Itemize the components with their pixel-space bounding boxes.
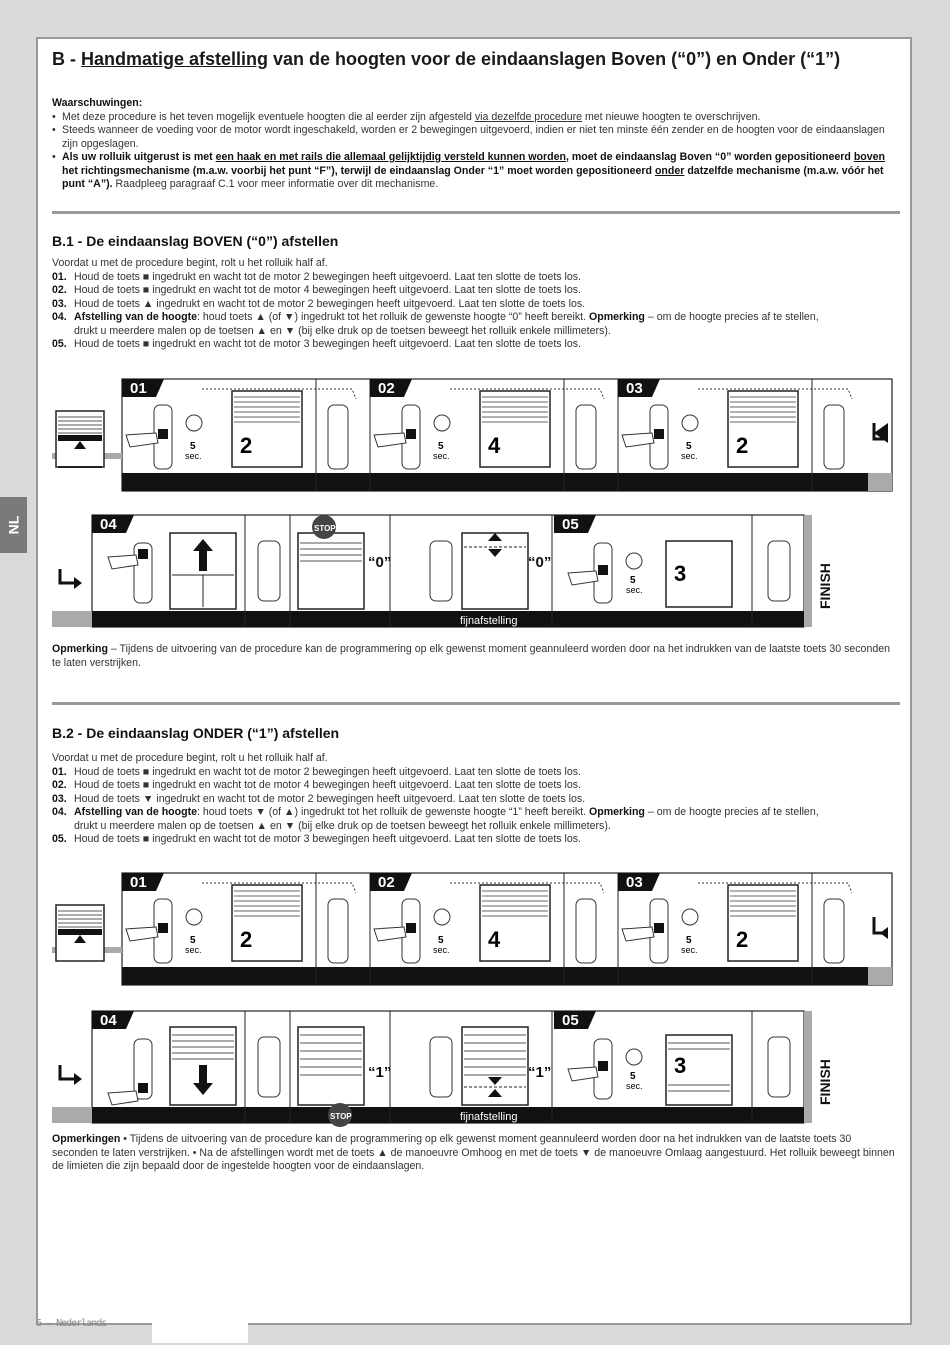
step-badge: 04: [100, 1012, 117, 1029]
hand-icon: [374, 927, 406, 941]
step-badge: 01: [130, 874, 147, 891]
remote-button-icon: [158, 923, 168, 933]
svg-text:5: 5: [630, 1071, 636, 1082]
timer-value: 5: [190, 441, 196, 452]
timer-value: 5: [438, 441, 444, 452]
hand-icon: [126, 927, 158, 941]
remote-icon: [328, 899, 348, 963]
step-badge: 02: [378, 380, 395, 397]
window-icon: [666, 541, 732, 607]
finish-label: FINISH: [817, 563, 833, 609]
timer-unit: sec.: [681, 451, 698, 461]
move-count: 2: [240, 927, 253, 952]
step-badge: 04: [100, 516, 117, 533]
svg-text:sec.: sec.: [626, 1081, 643, 1091]
diagram-b2-row2: [52, 1009, 898, 1129]
timer-icon: [682, 415, 698, 431]
hand-icon: [126, 433, 158, 447]
step-row: 03. Houd de toets ▲ ingedrukt en wacht tot de motor 2 bewegingen heeft uitgevoerd. Laat ten slotte de toets los.: [52, 297, 586, 310]
warning-1: • Met deze procedure is het teven mogelijk eventuele hoogten die al eerder zijn afgesteld via dezelfde procedure met nieuwe hoogten te overschrijven.: [52, 111, 900, 125]
step-cell: [622, 883, 852, 963]
step-badge: 01: [130, 380, 147, 397]
b1-note: Opmerking – Tijdens de uitvoering van de procedure kan de programmering op elk gewenst moment geannuleerd worden door na het indrukken van de laatste toets 30 seconden te laten verstrijken.: [52, 643, 891, 669]
step-cell: [622, 389, 852, 469]
step-row: 03. Houd de toets ▼ ingedrukt en wacht tot de motor 2 bewegingen heeft uitgevoerd. Laat ten slotte de toets los.: [52, 792, 586, 805]
step-row: 04. Afstelling van de hoogte: houd toets ▼ (of ▲) ingedrukt tot het rolluik de gewenste hoogte “1” heeft bereikt. Opmerking – om de hoogte precies af te stellen,: [52, 806, 819, 818]
move-count: 4: [488, 433, 501, 458]
intro-text: Voordat u met de procedure begint, rolt u het rolluik half af.: [52, 257, 328, 269]
timer-icon: [434, 909, 450, 925]
remote-button-icon: [406, 429, 416, 439]
step-badge: 05: [562, 1012, 579, 1029]
remote-icon: [768, 541, 790, 601]
move-count: 4: [488, 927, 501, 952]
step-row: 02. Houd de toets ■ ingedrukt en wacht tot de motor 4 bewegingen heeft uitgevoerd. Laat ten slotte de toets los.: [52, 284, 581, 296]
svg-text:STOP: STOP: [330, 1112, 352, 1121]
window-icon: [462, 533, 528, 609]
divider: [52, 702, 900, 705]
remote-icon: [430, 1037, 452, 1097]
return-arrow-icon: [60, 569, 74, 583]
warning-3: • Als uw rolluik uitgerust is met een haak en met rails die allemaal gelijktijdig versteld kunnen worden, moet de eindaanslag Boven “0” worden gepositioneerd boven het richtingsmechanisme (m.a.w. voorbij het punt “F”), terwijl de eindaanslag Onder “1” moet worden gepositioneerd onder datzelfde mechanisme (m.a.w. vóór het punt “A”). Raadpleeg paragraaf C.1 voor meer informatie over dit mechanisme.: [52, 151, 900, 192]
height-label: “1”: [528, 1064, 552, 1081]
hand-remote-icon: [568, 1039, 612, 1099]
step-badge: 05: [562, 516, 579, 533]
timer-unit: sec.: [433, 451, 450, 461]
fine-tune-label: fijnafstelling: [460, 615, 518, 627]
hand-icon: [622, 927, 654, 941]
timer-icon: [186, 909, 202, 925]
timer-icon: [186, 415, 202, 431]
move-count: 2: [736, 927, 749, 952]
timer-unit: sec.: [185, 945, 202, 955]
remote-icon: [768, 1037, 790, 1097]
section-b2-steps: [52, 752, 900, 847]
svg-text:5: 5: [630, 575, 636, 586]
intro-text: Voordat u met de procedure begint, rolt u het rolluik half af.: [52, 752, 328, 764]
remote-icon: [576, 405, 596, 469]
section-b2-heading: B.2 - De eindaanslag ONDER (“1”) afstellen: [52, 725, 340, 741]
step-row: 05. Houd de toets ■ ingedrukt en wacht tot de motor 3 bewegingen heeft uitgevoerd. Laat ten slotte de toets los.: [52, 833, 581, 845]
remote-icon: [824, 405, 844, 469]
hand-remote-icon: [568, 543, 612, 603]
diagram-b1-row2: [52, 513, 898, 633]
remote-icon: [824, 899, 844, 963]
window-icon: [170, 533, 236, 609]
remote-button-icon: [654, 429, 664, 439]
step-row: 02. Houd de toets ■ ingedrukt en wacht tot de motor 4 bewegingen heeft uitgevoerd. Laat ten slotte de toets los.: [52, 779, 581, 791]
diagram-b2: [52, 871, 898, 995]
timer-value: 5: [686, 441, 692, 452]
remote-button-icon: [158, 429, 168, 439]
hand-icon: [622, 433, 654, 447]
step-row: 04. Afstelling van de hoogte: houd toets ▲ (of ▼) ingedrukt tot het rolluik de gewenste hoogte “0” heeft bereikt. Opmerking – om de hoogte precies af te stellen,: [52, 311, 819, 323]
remote-icon: [576, 899, 596, 963]
timer-unit: sec.: [681, 945, 698, 955]
window-icon: [170, 1027, 236, 1105]
step-continuation: drukt u meerdere malen op de toetsen ▲ en ▼ (bij elke druk op de toetsen beweegt het rolluik enkele millimeters).: [74, 819, 611, 832]
timer-unit: sec.: [185, 451, 202, 461]
timer-icon: [626, 553, 643, 595]
footer-box: [152, 1320, 248, 1343]
remote-button-icon: [406, 923, 416, 933]
timer-value: 5: [438, 935, 444, 946]
remote-icon: [258, 1037, 280, 1097]
warnings-block: [52, 97, 900, 192]
fine-tune-label: fijnafstelling: [460, 1111, 518, 1123]
manual-page: [36, 37, 912, 1325]
window-icon: [666, 1035, 732, 1105]
hand-remote-icon: [108, 543, 152, 603]
hand-icon: [374, 433, 406, 447]
section-b1-steps: [52, 257, 900, 352]
move-count: 3: [674, 561, 687, 586]
timer-value: 5: [686, 935, 692, 946]
height-label: “1”: [368, 1064, 392, 1081]
return-arrow-icon: [60, 1065, 74, 1079]
remote-icon: [258, 541, 280, 601]
finish-label: FINISH: [817, 1059, 833, 1105]
step-cell: [126, 389, 356, 469]
move-count: 2: [240, 433, 253, 458]
timer-icon: [434, 415, 450, 431]
timer-value: 5: [190, 935, 196, 946]
move-count: 2: [736, 433, 749, 458]
height-label: “0”: [528, 554, 552, 571]
height-label: “0”: [368, 554, 392, 571]
move-count: 3: [674, 1053, 687, 1078]
step-cell: [374, 389, 604, 469]
step-badge: 03: [626, 874, 643, 891]
svg-text:STOP: STOP: [314, 524, 336, 533]
timer-unit: sec.: [433, 945, 450, 955]
timer-icon: [682, 909, 698, 925]
section-b-title: B - Handmatige afstelling van de hoogten voor de eindaanslagen Boven (“0”) en Onder (“1”): [52, 49, 841, 69]
warnings-heading: Waarschuwingen:: [52, 97, 143, 109]
language-tab: NL: [0, 497, 27, 553]
svg-text:sec.: sec.: [626, 585, 643, 595]
step-cell: [126, 883, 356, 963]
step-row: 01. Houd de toets ■ ingedrukt en wacht tot de motor 2 bewegingen heeft uitgevoerd. Laat ten slotte de toets los.: [52, 765, 581, 778]
page-footer-mark: 6 – Nederlands: [36, 1318, 107, 1329]
window-icon: [462, 1027, 528, 1105]
window-icon: [56, 411, 104, 467]
step-row: 01. Houd de toets ■ ingedrukt en wacht tot de motor 2 bewegingen heeft uitgevoerd. Laat ten slotte de toets los.: [52, 270, 581, 283]
timer-icon: [626, 1049, 643, 1091]
step-badge: 02: [378, 874, 395, 891]
divider: [52, 211, 900, 214]
remote-button-icon: [654, 923, 664, 933]
window-icon: [298, 515, 364, 609]
remote-icon: [328, 405, 348, 469]
step-row: 05. Houd de toets ■ ingedrukt en wacht tot de motor 3 bewegingen heeft uitgevoerd. Laat ten slotte de toets los.: [52, 338, 581, 350]
b2-note: Opmerkingen • Tijdens de uitvoering van de procedure kan de programmering op elk gewenst moment geannuleerd worden door na het indrukken van de laatste toets 30 seconden te laten verstrijken. • Na de afstellingen wordt met de toets ▲ de manoeuvre Omhoog en met de toets ▼ de manoeuvre Omlaag aangestuurd. Het rolluik beweegt binnen de limieten die zijn bepaald door de ingestelde hoogten voor de eindaanslagen.: [52, 1133, 895, 1172]
warning-2: • Steeds wanneer de voeding voor de motor wordt ingeschakeld, worden er 2 bewegingen uitgevoerd, indien er niet ten minste één zender en de hoogten voor de eindaanslagen zijn opgeslagen.: [52, 124, 900, 151]
window-icon: [56, 905, 104, 961]
hand-remote-icon: [108, 1039, 152, 1105]
section-b1-heading: B.1 - De eindaanslag BOVEN (“0”) afstellen: [52, 233, 339, 249]
remote-icon: [430, 541, 452, 601]
step-continuation: drukt u meerdere malen op de toetsen ▲ en ▼ (bij elke druk op de toetsen beweegt het rolluik enkele millimeters).: [74, 324, 611, 337]
step-badge: 03: [626, 380, 643, 397]
step-cell: [374, 883, 604, 963]
